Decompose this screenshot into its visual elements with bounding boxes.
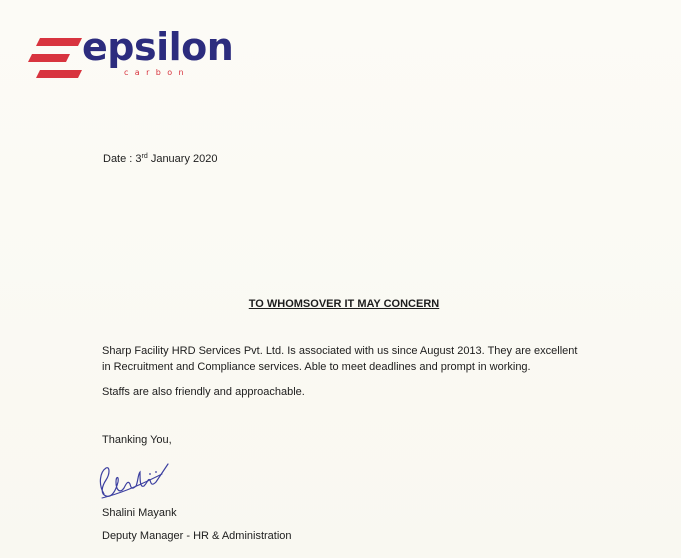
company-logo bbox=[26, 25, 234, 84]
epsilon-stripes-logo-icon bbox=[26, 36, 86, 80]
company-tagline: carbon bbox=[124, 68, 191, 77]
company-name: epsilon bbox=[82, 25, 234, 69]
handwritten-signature-icon bbox=[94, 454, 170, 504]
signer-name: Shalini Mayank bbox=[102, 507, 177, 519]
letter-date bbox=[103, 151, 217, 167]
letter-paragraph-2: Staffs are also friendly and approachable. bbox=[102, 386, 305, 398]
letter-closing: Thanking You, bbox=[102, 434, 172, 446]
letter-heading: TO WHOMSOVER IT MAY CONCERN bbox=[248, 298, 440, 310]
date-superscript: rd bbox=[141, 153, 148, 160]
date-prefix: Date : 3 bbox=[103, 153, 142, 165]
date-suffix: January 2020 bbox=[147, 153, 218, 165]
signer-designation: Deputy Manager - HR & Administration bbox=[102, 530, 292, 542]
letter-paragraph-1: Sharp Facility HRD Services Pvt. Ltd. Is associated with us since August 2013. They are excellent in Recruitment and Compliance services. Able to meet deadlines and prompt in working. bbox=[102, 345, 578, 373]
